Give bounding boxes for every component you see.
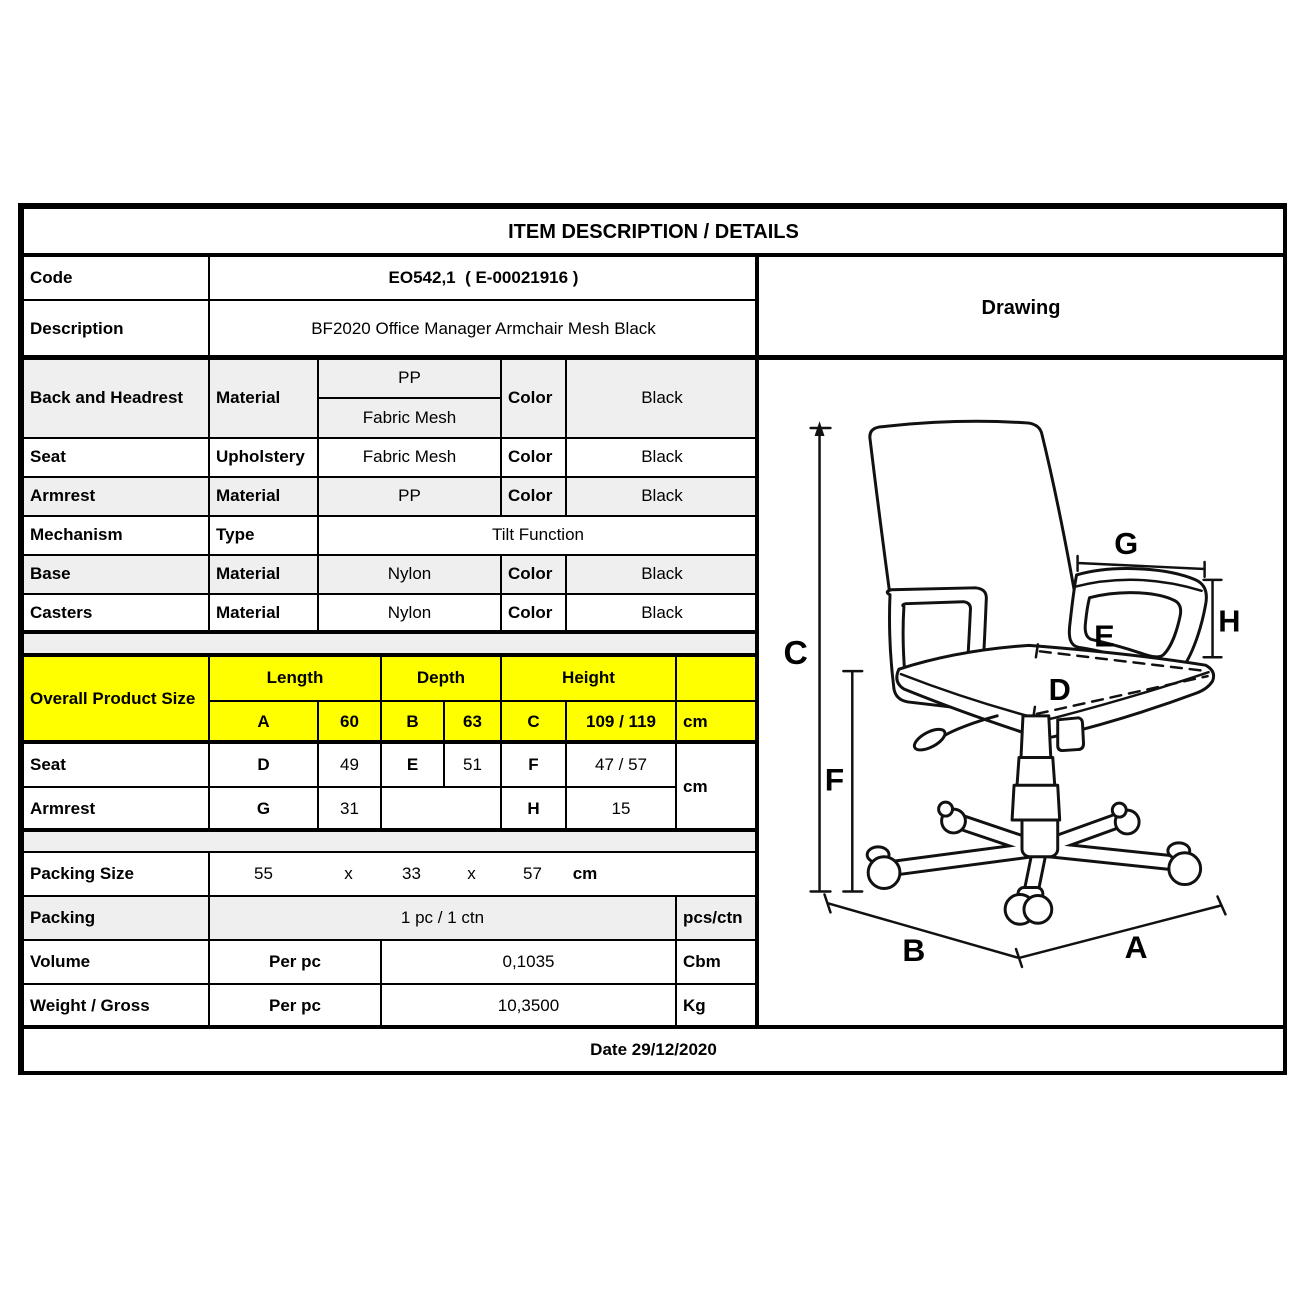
packing-size-label: Packing Size (22, 851, 210, 897)
divider-header-section (22, 355, 1283, 359)
casters-color-value: Black (565, 593, 759, 634)
dim-d-key: D (208, 742, 319, 788)
seat-color-label: Color (500, 437, 567, 478)
base-label: Base (22, 554, 210, 595)
volume-per: Per pc (208, 939, 382, 985)
dim-h-key: H (500, 786, 567, 832)
base-color-value: Black (565, 554, 759, 595)
back-headrest-color-label: Color (500, 358, 567, 439)
height-header: Height (500, 655, 677, 702)
divider-size-values (22, 740, 759, 743)
seat-color-value: Black (565, 437, 759, 478)
depth-header: Depth (380, 655, 502, 702)
table-outer-border (18, 203, 1287, 1075)
mechanism-attr: Type (208, 515, 319, 556)
length-header: Length (208, 655, 382, 702)
back-headrest-color-value: Black (565, 358, 759, 439)
back-headrest-material-top: PP (317, 358, 502, 399)
casters-material: Nylon (317, 593, 502, 634)
dim-e-value: 51 (443, 742, 502, 788)
volume-label: Volume (22, 939, 210, 985)
drawing-label-b: B (902, 931, 926, 968)
seat-attr: Upholstery (208, 437, 319, 478)
drawing-label-e: E (1094, 618, 1115, 654)
divider-date-row (22, 1025, 1283, 1029)
mechanism-value: Tilt Function (317, 515, 759, 556)
code-label: Code (22, 255, 210, 301)
weight-unit: Kg (675, 983, 759, 1029)
dim-g-value: 31 (317, 786, 382, 832)
dim-f-key: F (500, 742, 567, 788)
armrest-color-value: Black (565, 476, 759, 517)
packing-value: 1 pc / 1 ctn (208, 895, 677, 941)
dim-a-key: A (208, 700, 319, 744)
divider-title (22, 253, 1283, 257)
dim-a-value: 60 (317, 700, 382, 744)
seat-material: Fabric Mesh (317, 437, 502, 478)
packing-label: Packing (22, 895, 210, 941)
packing-unit: pcs/ctn (675, 895, 759, 941)
overall-size-label: Overall Product Size (22, 655, 210, 744)
casters-attr: Material (208, 593, 319, 634)
armrest-label: Armrest (22, 476, 210, 517)
packing-size-v1: 55 (254, 863, 273, 883)
casters-label: Casters (22, 593, 210, 634)
armrest-material: PP (317, 476, 502, 517)
back-headrest-label: Back and Headrest (22, 358, 210, 439)
volume-value: 0,1035 (380, 939, 677, 985)
armrest-attr: Material (208, 476, 319, 517)
armrest-dims-label: Armrest (22, 786, 210, 832)
weight-per: Per pc (208, 983, 382, 1029)
weight-value: 10,3500 (380, 983, 677, 1029)
divider-size-top (22, 653, 759, 656)
drawing-label-c: C (783, 634, 808, 673)
weight-label: Weight / Gross (22, 983, 210, 1029)
packing-size-v2: 33 (402, 863, 421, 883)
dim-c-key: C (500, 700, 567, 744)
packing-size-v3: 57 (523, 863, 542, 883)
dim-f-value: 47 / 57 (565, 742, 677, 788)
seat-label: Seat (22, 437, 210, 478)
casters-color-label: Color (500, 593, 567, 634)
back-headrest-material-bottom: Fabric Mesh (317, 397, 502, 439)
base-material: Nylon (317, 554, 502, 595)
drawing-label-h: H (1218, 603, 1241, 639)
drawing-label-f: F (824, 761, 845, 798)
dim-g-key: G (208, 786, 319, 832)
packing-size-unit: cm (572, 863, 598, 883)
packing-size-sep2: x (467, 863, 476, 883)
base-attr: Material (208, 554, 319, 595)
divider-dims-bottom (22, 828, 759, 831)
code-value: EO542,1 ( E-00021916 ) (208, 255, 759, 301)
description-value: BF2020 Office Manager Armchair Mesh Black (208, 299, 759, 360)
description-label: Description (22, 299, 210, 360)
armrest-color-label: Color (500, 476, 567, 517)
dim-h-value: 15 (565, 786, 677, 832)
divider-drawing-panel (755, 255, 759, 1029)
back-headrest-attr: Material (208, 358, 319, 439)
dim-b-value: 63 (443, 700, 502, 744)
divider-casters-bottom (22, 630, 759, 633)
page-title: ITEM DESCRIPTION / DETAILS (22, 207, 1285, 257)
dim-c-value: 109 / 119 (565, 700, 677, 744)
seat-dims-label: Seat (22, 742, 210, 788)
date-row: Date 29/12/2020 (22, 1027, 1285, 1073)
base-color-label: Color (500, 554, 567, 595)
dim-e-key: E (380, 742, 445, 788)
mechanism-label: Mechanism (22, 515, 210, 556)
drawing-label-g: G (1114, 526, 1139, 562)
volume-unit: Cbm (675, 939, 759, 985)
detail-size-unit: cm (675, 742, 759, 832)
drawing-label-d: D (1048, 671, 1071, 707)
drawing-label-a: A (1124, 928, 1148, 965)
packing-size-sep1: x (344, 863, 353, 883)
dim-b-key: B (380, 700, 445, 744)
overall-size-unit: cm (675, 700, 759, 744)
dim-d-value: 49 (317, 742, 382, 788)
drawing-header: Drawing (757, 255, 1285, 360)
